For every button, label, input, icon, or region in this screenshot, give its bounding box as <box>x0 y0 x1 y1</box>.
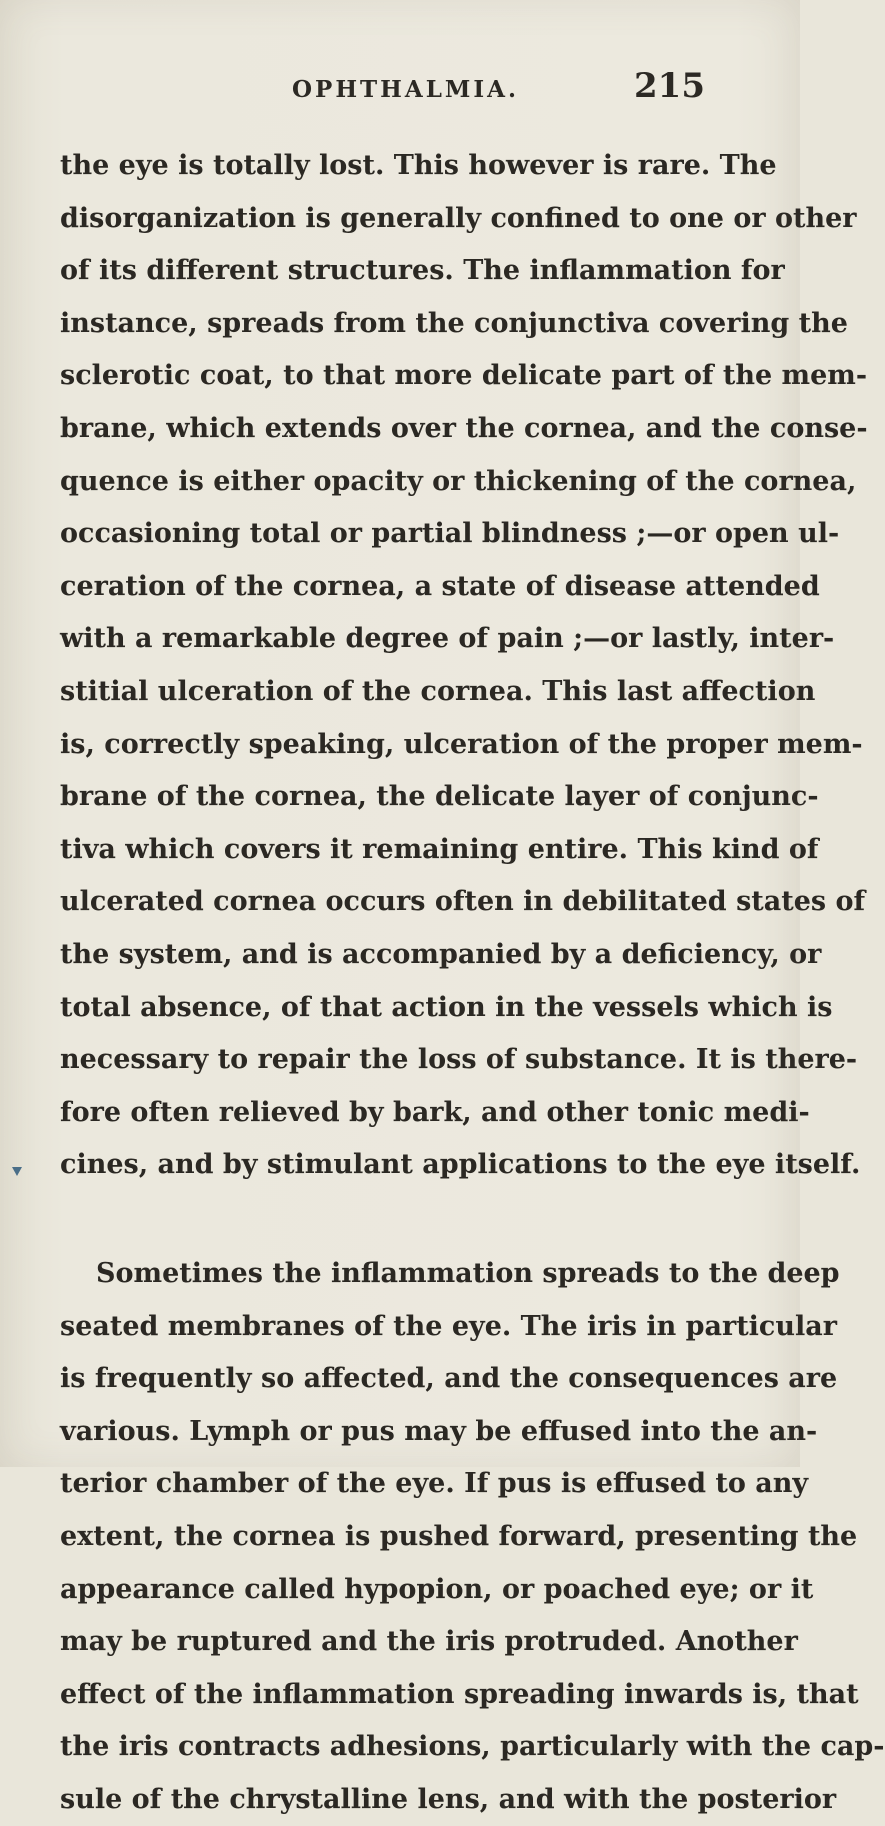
text-line: is, correctly speaking, ulceration of the proper mem- <box>60 729 863 760</box>
text-line: sule of the chrystalline lens, and with the posterior <box>60 1784 837 1815</box>
text-line: quence is either opacity or thickening of the cornea, <box>60 466 857 497</box>
text-line: terior chamber of the eye. If pus is effused to any <box>60 1468 809 1499</box>
text-line: the eye is totally lost. This however is rare. The <box>60 150 777 181</box>
text-line: ulcerated cornea occurs often in debilitated states of <box>60 886 866 917</box>
text-line: may be ruptured and the iris protruded. Another <box>60 1626 798 1657</box>
text-line: Sometimes the inflammation spreads to the deep <box>96 1258 840 1289</box>
running-title: OPHTHALMIA. <box>292 76 519 103</box>
text-line: sclerotic coat, to that more delicate part of the mem- <box>60 360 868 391</box>
text-line: ceration of the cornea, a state of disease attended <box>60 571 820 602</box>
text-line: tiva which covers it remaining entire. This kind of <box>60 834 819 865</box>
text-line: the system, and is accompanied by a deficiency, or <box>60 939 822 970</box>
ink-mark-icon <box>12 1167 22 1176</box>
text-line: necessary to repair the loss of substance. It is there- <box>60 1044 858 1075</box>
text-line: various. Lymph or pus may be effused into the an- <box>60 1416 818 1447</box>
page-number: 215 <box>634 66 705 106</box>
text-line: with a remarkable degree of pain ;—or lastly, inter- <box>60 623 835 654</box>
text-line: the iris contracts adhesions, particularly with the cap- <box>60 1731 885 1762</box>
text-line: total absence, of that action in the vessels which is <box>60 992 833 1023</box>
text-line: appearance called hypopion, or poached eye; or it <box>60 1574 814 1605</box>
text-line: instance, spreads from the conjunctiva covering the <box>60 308 848 339</box>
text-line: extent, the cornea is pushed forward, presenting the <box>60 1521 858 1552</box>
running-head <box>0 62 800 112</box>
text-line: occasioning total or partial blindness ;—or open ul- <box>60 518 840 549</box>
text-line: of its different structures. The inflammation for <box>60 255 785 286</box>
text-line: disorganization is generally confined to one or other <box>60 203 857 234</box>
text-line: brane, which extends over the cornea, and the conse- <box>60 413 868 444</box>
text-line: is frequently so affected, and the consequences are <box>60 1363 838 1394</box>
text-line: cines, and by stimulant applications to the eye itself. <box>60 1149 861 1180</box>
text-line: effect of the inflammation spreading inwards is, that <box>60 1679 859 1710</box>
text-line: seated membranes of the eye. The iris in particular <box>60 1311 837 1342</box>
text-line: brane of the cornea, the delicate layer of conjunc- <box>60 781 819 812</box>
text-line: fore often relieved by bark, and other tonic medi- <box>60 1097 810 1128</box>
text-line: stitial ulceration of the cornea. This last affection <box>60 676 816 707</box>
